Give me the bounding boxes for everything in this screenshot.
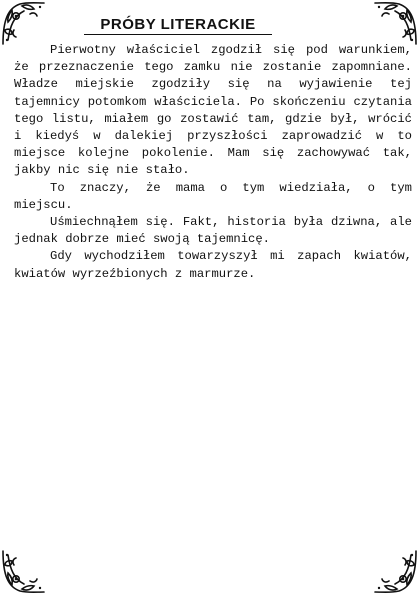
floral-corner-ornament-icon bbox=[0, 0, 46, 46]
paragraph: Uśmiechnąłem się. Fakt, historia była dziwna, ale jednak dobrze mieć swoją tajemnicę. bbox=[14, 215, 412, 247]
floral-corner-ornament-icon bbox=[0, 549, 46, 595]
paragraph: Pierwotny właściciel zgodził się pod warunkiem, że przeznaczenie tego zamku nie zostanie zapomniane. Władze miejskie zgodziły się na wyjawienie tej tajemnicy potomkom właściciela. Po skończeniu czytania tego listu, miałem go zostawić tam, gdzie był, wrócić i kiedyś w dalekiej przyszłości zaprowadzić w to miejsce kolejne pokolenie. Mam się zachowywać tak, jakby nic się nie stało. bbox=[14, 43, 412, 178]
paragraph: To znaczy, że mama o tym wiedziała, o tym miejscu. bbox=[14, 180, 412, 212]
body-text bbox=[14, 42, 412, 283]
floral-corner-ornament-icon bbox=[373, 549, 419, 595]
floral-corner-ornament-icon bbox=[373, 0, 419, 46]
paragraph: Gdy wychodziłem towarzyszył mi zapach kwiatów, kwiatów wyrzeźbionych z marmurze. bbox=[14, 249, 412, 281]
page-title: PRÓBY LITERACKIE bbox=[84, 16, 272, 35]
